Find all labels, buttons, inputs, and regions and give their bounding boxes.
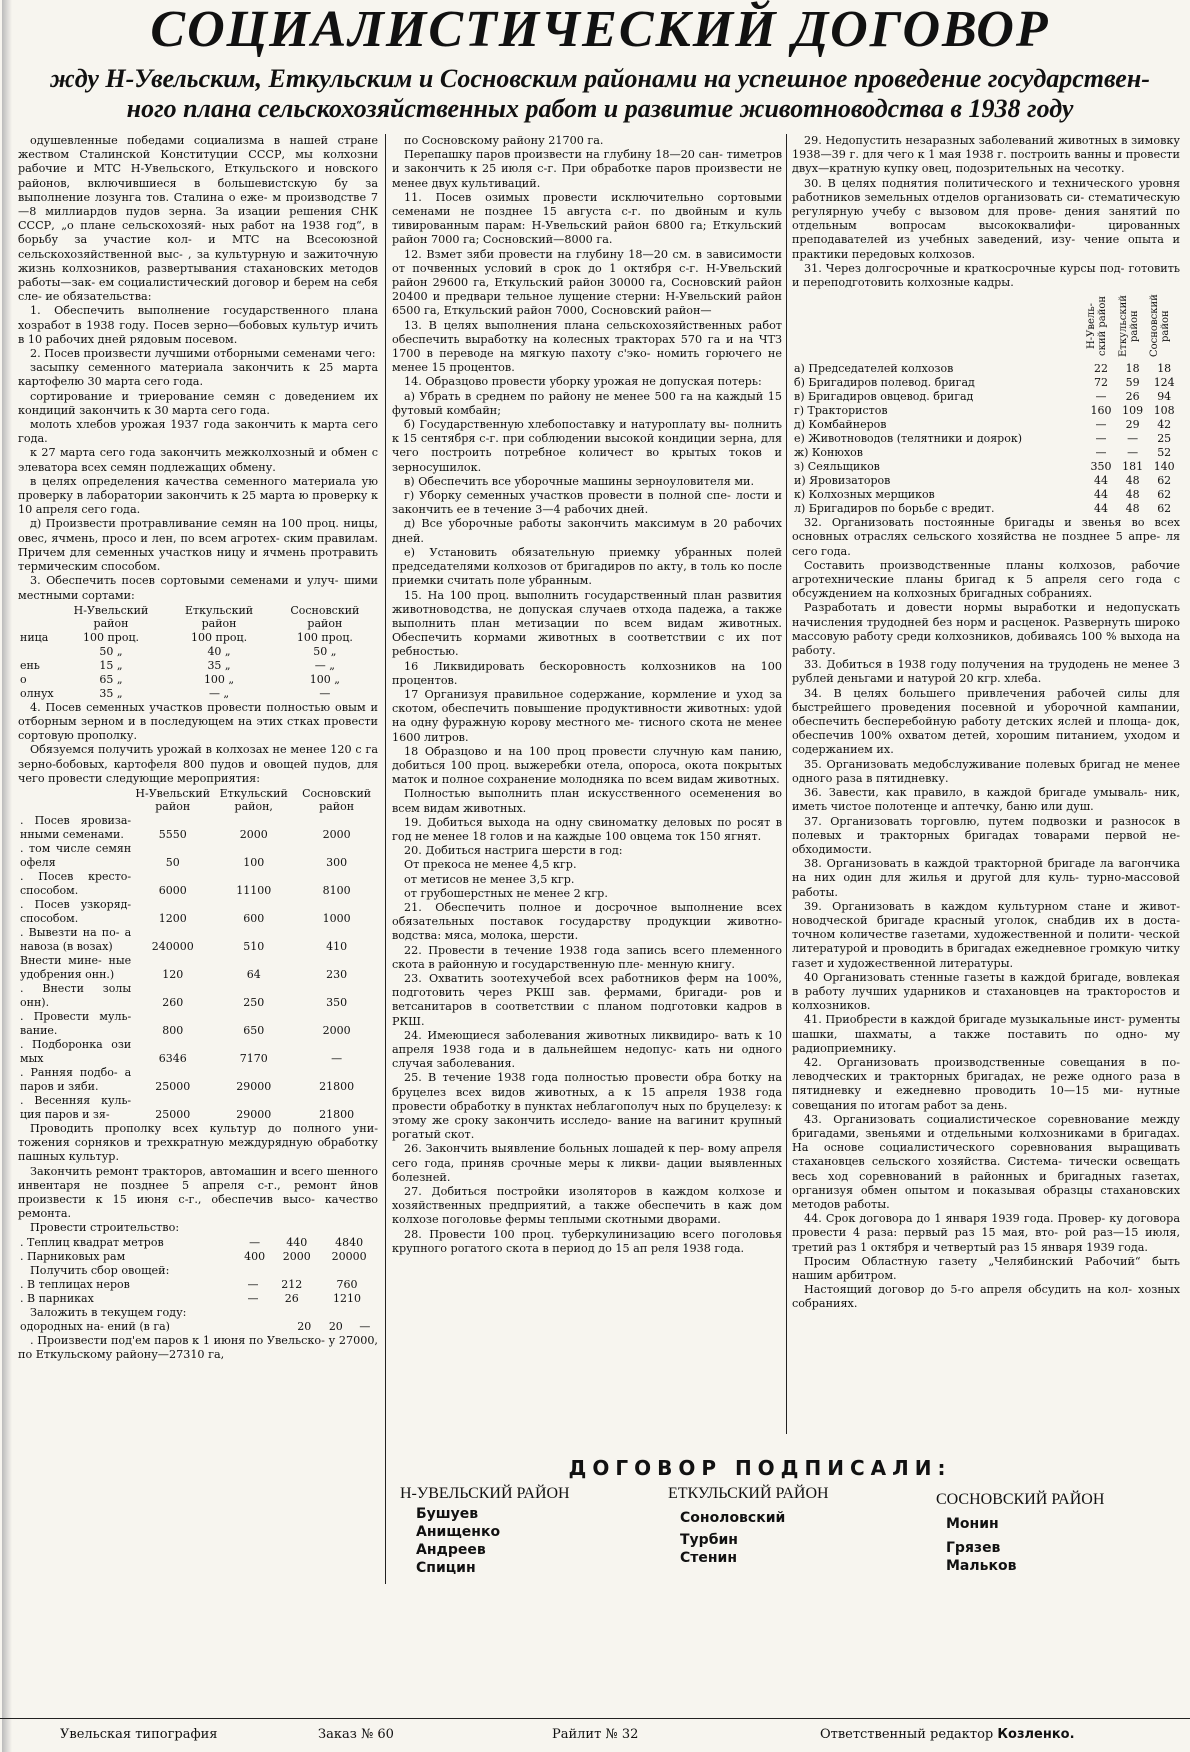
table-cell: 50 „ [99, 644, 123, 658]
table-row [18, 842, 378, 870]
table-cell: 42 [1157, 418, 1172, 432]
table-cell: 29000 [236, 1079, 272, 1093]
table-cell: и) Яровизаторов [794, 474, 891, 488]
table-cell: 6000 [158, 883, 187, 897]
table-cell: 124 [1153, 376, 1175, 390]
table-cell: 26 [1125, 390, 1140, 404]
table-cell: е) Животноводов (телятники и доярок) [794, 432, 1023, 446]
table-cell: 510 [243, 939, 265, 953]
table-cell: 21800 [319, 1079, 355, 1093]
table-cell: . Ранняя подбо- а паров и зяби. [20, 1065, 132, 1093]
table-cell: 600 [243, 911, 265, 925]
paragraph: Проводить прополку всех культур до полного уни- тожения сорняков и трехкратную междурядную обработку пашных культур. [18, 1121, 378, 1164]
table-row [792, 460, 1180, 474]
paragraph: 41. Приобрести в каждой бригаде музыкальные инст- рументы шашки, шахматы, а также поставить по одно- му радиоприемнику. [792, 1013, 1180, 1055]
table-cell: 181 [1122, 460, 1144, 474]
table-cell: 100 „ [203, 672, 235, 686]
paragraph: 15. На 100 проц. выполнить государственный план развития животноводства, не допуская случаев отхода падежа, а также выполнить план метизации по всем видам животных. Обеспечить кормами животных в соответствии с их пот ребностью. [392, 588, 782, 659]
table-row [18, 1250, 378, 1264]
paragraph: 33. Добиться в 1938 году получения на трудодень не менее 3 рублей деньгами и натурой 20 кгр. хлеба. [792, 658, 1180, 686]
table-cell: 100 проц. [82, 630, 140, 644]
table-row [18, 659, 378, 673]
table-row [792, 376, 1180, 390]
column-divider [385, 134, 386, 1584]
paragraph: 18 Образцово и на 100 проц провести случную кам панию, добиться 100 проц. выжеребки отела, опороса, окота покрытых маток и полное сохранение молодняка по всем видам животных. [392, 744, 782, 787]
table-cell: . Теплиц квадрат метров [20, 1235, 164, 1249]
cadre-training-table [792, 290, 1180, 516]
table-cell: 18 [1125, 362, 1140, 376]
table-cell: 800 [162, 1023, 184, 1037]
table-cell: . Весенняя куль- ция паров и зя- [20, 1093, 132, 1121]
paragraph: Составить производственные планы колхозов, рабочие агротехнические планы бригад к 5 апреля сего года с обсуждением на колхозных бригадных собраниях. [792, 558, 1180, 601]
paragraph: Настоящий договор до 5-го апреля обсудить на кол- хозных собраниях. [792, 1283, 1180, 1311]
table-header [18, 603, 56, 631]
paragraph: 34. В целях большего привлечения рабочей силы для быстрейшего проведения посевной и уборочной кампании, обеспечить бесперебойную работу детских яслей и площа- док, обеспечив 100% охватом детей, хорошим питанием, уходом и содержанием их. [792, 686, 1180, 757]
table-cell: одородных на- ений (в га) [20, 1319, 170, 1333]
paragraph: 3. Обеспечить посев сортовыми семенами и улуч- шими местными сортами: [18, 574, 378, 602]
table-cell: 50 „ [313, 644, 337, 658]
table-cell: . Внести золы онн). [20, 981, 132, 1009]
table-cell: л) Бригадиров по борьбе с вредит. [794, 502, 995, 516]
table-row [18, 1094, 378, 1122]
imprint-footer [0, 1718, 1190, 1745]
table-cell: олнух [20, 686, 54, 700]
table-row [792, 390, 1180, 404]
censor-number: Райлит № 32 [552, 1727, 639, 1742]
column-1 [18, 134, 378, 1686]
construction-table [18, 1236, 378, 1264]
table-cell: — „ [314, 658, 335, 672]
table-cell: 48 [1125, 474, 1140, 488]
table-cell: 230 [326, 967, 348, 981]
paragraph: 42. Организовать производственные совещания в по- леводческих и тракторных бригадах, не реже одного раза в пятидневку и ежедневно проводить 10—15 ми- нутные совещания по итогам работ за день. [792, 1055, 1180, 1112]
signatory-name: Монин [946, 1516, 999, 1532]
table-cell: 350 [326, 995, 348, 1009]
paragraph: 21. Обеспечить полное и досрочное выполнение всех обязательных поставок государству продукции животно- водства: мяса, молока, шерсти. [392, 900, 782, 943]
table-cell: 1000 [322, 911, 351, 925]
table-cell: 108 [1153, 404, 1175, 418]
table-cell: . В теплицах неров [20, 1277, 130, 1291]
paragraph: Перепашку паров произвести на глубину 18—20 сан- тиметров и закончить к 25 июля с-г. При обработке паров произвести не менее двух культиваций. [392, 148, 782, 190]
paragraph: . Произвести под'ем паров к 1 июня по Увельско- у 27000, по Еткульскому району—27310 га, [18, 1333, 378, 1362]
table-header: Еткульский район [184, 603, 254, 630]
signatory-name: Грязев [946, 1540, 1001, 1556]
table-cell: . В парниках [20, 1291, 94, 1305]
paragraph: 24. Имеющиеся заболевания животных ликвидиро- вать к 10 апреля 1938 года и в дальнейшем недопус- кать ни одного случая заболевания. [392, 1028, 782, 1071]
table-cell: . Посев яровиза- нными семенами. [20, 813, 132, 841]
table-cell: — [331, 1051, 343, 1065]
table-cell: 100 проц. [191, 630, 248, 644]
page-title: СОЦИАЛИСТИЧЕСКИЙ ДОГОВОР [150, 1, 1050, 58]
paragraph: а) Убрать в среднем по району не менее 500 га на каждый 15 футовый комбайн; [392, 389, 782, 417]
table-cell: — [1095, 446, 1107, 460]
table-cell: в) Бригадиров овцевод. бригад [794, 390, 974, 404]
table-cell: . том числе семян офеля [20, 841, 132, 869]
table-cell: — [1127, 432, 1139, 446]
paragraph: молоть хлебов урожая 1937 года закончить к марта сего года. [18, 418, 378, 446]
paragraph: Закончить ремонт тракторов, автомашин и всего шенного инвентаря не позднее 5 апреля с-г., ремонт йнов произвести к 15 июня с-г., обеспечив высо- качество ремонта. [18, 1164, 378, 1221]
table-cell: 212 [281, 1277, 303, 1291]
signatory-name: Турбин [680, 1532, 738, 1548]
table-cell: 5550 [158, 827, 187, 841]
table-row [792, 488, 1180, 502]
table-cell: з) Сеяльщиков [794, 460, 880, 474]
signatory-name: Анищенко [416, 1524, 501, 1540]
signatories-district [936, 1490, 1104, 1575]
table-header: Сосновский район [302, 786, 372, 813]
table-cell: 20000 [331, 1249, 367, 1263]
table-cell: 22 [1094, 362, 1108, 376]
table-cell: 100 [243, 855, 265, 869]
table-cell: 300 [326, 855, 348, 869]
column-2 [392, 134, 782, 1586]
paragraph: 16 Ликвидировать бескоровность колхозников на 100 процентов. [392, 659, 782, 687]
paragraph: Просим Областную газету „Челябинский Рабочий“ быть нашим арбитром. [792, 1254, 1180, 1282]
table-cell: ень [20, 658, 40, 672]
table-row [18, 1320, 378, 1334]
table-cell: 35 „ [99, 686, 123, 700]
table-cell: . Посев кресто- способом. [20, 869, 132, 897]
table-row [792, 502, 1180, 516]
table-row [792, 404, 1180, 418]
table-header: Еткульский район [1117, 295, 1140, 358]
order-number: Заказ № 60 [318, 1727, 394, 1742]
table-cell: 59 [1125, 376, 1140, 390]
table-cell: — [1127, 446, 1139, 460]
signatories-heading: ДОГОВОР ПОДПИСАЛИ: [568, 1456, 952, 1480]
table-row [18, 631, 378, 645]
district-name: СОСНОВСКИЙ РАЙОН [936, 1491, 1105, 1508]
page-subtitle [20, 64, 1180, 124]
table-cell: 62 [1157, 474, 1172, 488]
signatories-district [400, 1484, 570, 1577]
column-divider [786, 134, 787, 1434]
table-cell: 650 [243, 1023, 265, 1037]
table-row [18, 1038, 378, 1066]
paragraph: 2. Посев произвести лучшими отборными семенами чего: [30, 347, 376, 361]
paragraph: Получить сбор овощей: [30, 1263, 170, 1277]
table-cell: 62 [1157, 488, 1172, 502]
paragraph: 28. Провести 100 проц. туберкулинизацию всего поголовья крупного рогатого скота в период до 15 ап реля 1938 года. [392, 1227, 782, 1255]
paragraph: г) Уборку семенных участков провести в полной спе- лости и закончить ее в течение 3—4 рабочих дней. [392, 489, 782, 517]
signatory-name: Стенин [680, 1550, 738, 1566]
table-cell: 2000 [282, 1249, 311, 1263]
table-cell: 1210 [333, 1291, 361, 1305]
table-row [18, 898, 378, 926]
signatory-name: Соноловский [680, 1510, 786, 1526]
paragraph: д) Все уборочные работы закончить максимум в 20 рабочих дней. [392, 517, 782, 545]
table-cell: 20 [328, 1319, 343, 1333]
table-cell: 6346 [158, 1051, 187, 1065]
paragraph: в целях определения качества семенного материала ую проверку в лаборатории закончить к 25 марта ю проверку к 10 апреля сего года. [18, 474, 378, 517]
paragraph: Разработать и довести нормы выработки и недопускать начисления трудодней без норм и расценок. Развернуть широко массовую работу среди колхозников, добиваясь 100 % выхода на работу. [792, 601, 1180, 658]
table-row [792, 474, 1180, 488]
table-row [18, 1278, 378, 1292]
signatory-name: Спицин [416, 1560, 476, 1576]
table-header: Сосновский район [1149, 294, 1172, 358]
paragraph: в) Обеспечить все уборочные машины зерноуловителя ми. [404, 474, 755, 488]
table-row [792, 432, 1180, 446]
table-row [18, 1236, 378, 1250]
column-3 [792, 134, 1180, 1614]
table-cell: о [20, 672, 27, 686]
table-cell: 18 [1157, 362, 1172, 376]
table-cell: 400 [244, 1249, 266, 1263]
table-cell: 7170 [239, 1051, 268, 1065]
table-row [18, 687, 378, 701]
table-cell: — [247, 1291, 259, 1305]
table-cell: 760 [336, 1277, 358, 1291]
paragraph: от грубошерстных не менее 2 кгр. [404, 886, 608, 900]
table-cell: 2000 [322, 1023, 351, 1037]
table-cell: 250 [243, 995, 265, 1009]
table-cell: 72 [1094, 376, 1108, 390]
table-row [18, 645, 378, 659]
table-cell: 64 [246, 967, 261, 981]
table-cell: д) Комбайнеров [794, 418, 887, 432]
table-cell: г) Трактористов [794, 404, 888, 418]
table-cell: 25000 [155, 1107, 191, 1121]
table-cell: 20 [297, 1319, 312, 1333]
paragraph: 39. Организовать в каждом культурном стане и живот- новодческой бригаде красный уголок, снабдив их в доста- точном количестве газетами, художественной и полити- ческой литературой и проводить в бригадах ежедневное громкую читку газет и художественной литературы. [792, 899, 1180, 970]
table-header: Н-Увельский район [135, 786, 211, 813]
table-cell: 15 „ [99, 658, 123, 672]
table-cell: 50 [165, 855, 180, 869]
table-cell: 44 [1094, 488, 1108, 502]
table-cell: 240000 [151, 939, 194, 953]
table-cell: 35 „ [207, 658, 231, 672]
table-row [792, 418, 1180, 432]
table-row [18, 814, 378, 842]
paragraph: 23. Охватить зоотехучебой всех работников ферм на 100%, подготовить через РКШ зав. фермами, бригади- ров и ветсанитаров в соответствии с планом подготовки кадров в РКШ. [392, 971, 782, 1028]
table-cell: 1200 [158, 911, 187, 925]
table-cell: 25000 [155, 1079, 191, 1093]
table-cell: — „ [208, 686, 230, 700]
paragraph: 13. В целях выполнения плана сельскохозяйственных работ обеспечить выработку на колесных тракторах 570 га и на ЧТЗ 1700 в переводе на мягкую пахоту с'эко- номить горючего не менее 15 процентов. [392, 318, 782, 375]
table-cell: 52 [1157, 446, 1172, 460]
table-cell: 65 „ [99, 672, 123, 686]
paragraph: 37. Организовать торговлю, путем подвозки и разносок в полевых и тракторных бригадах товарами первой не- обходимости. [792, 814, 1180, 856]
table-cell: а) Председателей колхозов [794, 362, 954, 376]
table-cell: — [359, 1319, 371, 1333]
paragraph: д) Произвести протравливание семян на 100 проц. ницы, овес, ячмень, просо и лен, по всем агротех- ским правилам. Причем для семенных участков ницу и ячмень протравить термическим способом. [18, 517, 378, 574]
paragraph: 19. Добиться выхода на одну свиноматку деловых по росят в год не менее 18 голов и на каждые 100 овцема ток 150 ягнят. [392, 815, 782, 843]
paragraph: 35. Организовать медобслуживание полевых бригад не менее одного раза в пятидневку. [792, 757, 1180, 785]
paragraph: одушевленные победами социализма в нашей стране жеством Сталинской Конституции СССР, мы колхозни рабочие и МТС Н-Увельского, Еткульского и новского районов, включившиеся в большевистскую бу за выполнение лозунга тов. Сталина о еже- м производстве 7—8 миллиардов пудов зерна. За изации решения СНК СССР, „о плане сельскохозяй- ных работ на 1938 год“, в борьбу за участие кол- и МТС на Всесоюзной сельскохозяйственной выс- , за культурную и зажиточную жизнь колхозников, развертывания стахановских методов работы—зак- ем социалистический договор и берем на себя сле- ие обязательства: [18, 134, 378, 304]
table-cell: 100 „ [309, 672, 340, 686]
table-cell: 29 [1125, 418, 1140, 432]
paragraph: 22. Провести в течение 1938 года запись всего племенного скота в районную и государственную пле- менную книгу. [392, 943, 782, 971]
paragraph: 29. Недопустить незаразных заболеваний животных в зимовку 1938—39 г. для чего к 1 мая 1938 г. построить ванны и провести двух—кратную купку овец, подозрительных на чесотку. [792, 134, 1180, 176]
paragraph: 4. Посев семенных участков провести полностью овым и отборным зерном и в последующем на этих стках провести сортовую прополку. [18, 700, 378, 743]
table-cell: 29000 [236, 1107, 272, 1121]
table-cell: — [1095, 418, 1107, 432]
paragraph: е) Установить обязательную приемку убранных полей председателями колхозов от бригадиров по акту, в толь ко после приемки считать поле убранным. [392, 545, 782, 588]
table-cell: — [1095, 432, 1107, 446]
table-cell: 109 [1122, 404, 1144, 418]
table-header [18, 786, 133, 814]
table-cell: 21800 [319, 1107, 355, 1121]
table-row [18, 673, 378, 687]
table-cell [18, 645, 56, 659]
paragraph: 1. Обеспечить выполнение государственного плана хозработ в 1938 году. Посев зерно—бобовых культур ичить в 10 рабочих дней рядовым посевом. [18, 304, 378, 346]
paragraph: Провести строительство: [30, 1221, 180, 1235]
table-cell: 44 [1094, 474, 1108, 488]
table-cell: — [1095, 390, 1107, 404]
table-cell: ж) Конюхов [794, 446, 863, 460]
signatory-name: Андреев [416, 1542, 486, 1558]
paragraph: 12. Взмет зяби провести на глубину 18—20 см. в зависимости от почвенных условий в срок до 1 октября с-г. Н-Увельский район 29600 га, Еткульский район 30000 га, Сосновский район 20400 и предвари тельное лущение стерни: Н-Увельский район 6500 га, Еткульский район 7000, Сосновский район— [392, 247, 782, 318]
table-cell: 160 [1090, 404, 1112, 418]
paragraph: 26. Закончить выявление больных лошадей к пер- вому апреля сего года, приняв срочные меры к ликви- дации выявленных болезней. [392, 1142, 782, 1184]
table-cell: 260 [162, 995, 184, 1009]
editor-label: Ответственный редактор [820, 1727, 994, 1742]
paragraph: Заложить в текущем году: [30, 1305, 187, 1319]
table-cell: 94 [1157, 390, 1172, 404]
paragraph: 17 Организуя правильное содержание, кормление и уход за скотом, обеспечить повышение продуктивности животных: удой на одну фуражную корову местного ме- тисного скота не менее 1600 литров. [392, 687, 782, 744]
table-cell: 40 „ [207, 644, 231, 658]
paragraph: 36. Завести, как правило, в каждой бригаде умываль- ник, иметь чистое полотенце и аптечку, баню или душ. [792, 786, 1180, 814]
table-cell: 11100 [236, 883, 272, 897]
table-cell: . Посев узкоряд- способом. [20, 897, 132, 925]
paragraph: 30. В целях поднятия политического и технического уровня работников земельных отделов организовать си- стематическую регулярную учебу с вызовом для прове- дения занятий по отдельным вопросам высококвалифи- цированных преподавателей из учебных заведений, изу- чение опыта и практики передовых колхозов. [792, 176, 1180, 261]
paragraph: 11. Посев озимых провести исключительно сортовыми семенами не позднее 15 августа с-г. по двойным и куль тивированным парам: Н-Увельский район 6800 га; Еткульский район 7000 га; Сосновский—8000 га. [392, 190, 782, 247]
paragraph: 25. В течение 1938 года полностью провести обра ботку на бруцелез всех видов животных, а к 15 апреля 1938 года провести обработку в пунктах неблагополуч ных по бруцелезу: к этому же сроку закончить исследо- вание на вагинит крупный рогатый скот. [392, 1071, 782, 1142]
table-cell: ница [20, 630, 49, 644]
editor-credit [820, 1725, 1075, 1745]
table-cell: 62 [1157, 502, 1172, 516]
table-header: Сосновский район [290, 603, 360, 630]
table-cell: . Вывезти на по- а навоза (в возах) [20, 925, 132, 953]
editor-name: Козленко. [997, 1727, 1075, 1742]
table-cell: 140 [1153, 460, 1175, 474]
table-header: Н-Увельский район [73, 603, 149, 630]
table-cell: — [247, 1277, 259, 1291]
table-row [18, 926, 378, 954]
table-row [18, 982, 378, 1010]
paragraph: 44. Срок договора до 1 января 1939 года. Провер- ку договора провести 4 раза: первый раз 15 мая, вто- рой раз—15 июля, третий раз 1 октября и четвертый раз 15 января 1939 года. [792, 1212, 1180, 1254]
table-cell: . Провести муль- вание. [20, 1009, 132, 1037]
vegetable-table [18, 1278, 378, 1306]
table-cell: б) Бригадиров полевод. бригад [794, 376, 975, 390]
paragraph: 32. Организовать постоянные бригады и звенья во всех основных отраслях сельского хозяйства не позднее 5 апре- ля сего года. [792, 516, 1180, 558]
district-name: ЕТКУЛЬСКИЙ РАЙОН [668, 1485, 829, 1502]
table-cell: 100 проц. [296, 630, 353, 644]
paragraph: к 27 марта сего года закончить межколхозный и обмен с элеватора всех семян подлежащих обмену. [18, 446, 378, 474]
paragraph: засыпку семенного материала закончить к 25 марта картофелю 30 марта сего года. [18, 361, 378, 389]
scan-edge-shadow [2, 0, 12, 1752]
table-cell: 410 [326, 939, 348, 953]
paragraph: От прекоса не менее 4,5 кгр. [404, 858, 577, 872]
table-cell: 350 [1090, 460, 1112, 474]
table-row [18, 1010, 378, 1038]
table-cell: 120 [162, 967, 184, 981]
paragraph: 14. Образцово провести уборку урожая не допуская потерь: [404, 375, 762, 389]
table-cell: — [319, 686, 331, 700]
subtitle-line: жду Н-Увельским, Еткульским и Сосновским районами на успешное проведение государствен- [50, 64, 1150, 93]
paragraph: 31. Через долгосрочные и краткосрочные курсы под- готовить и переподготовить колхозные кадры. [792, 261, 1180, 290]
signatory-name: Мальков [946, 1558, 1017, 1574]
paragraph: 20. Добиться настрига шерсти в год: [404, 844, 623, 858]
table-cell: 4840 [335, 1235, 364, 1249]
paragraph: от метисов не менее 3,5 кгр. [404, 872, 575, 886]
table-header: Н-Увель- ский район [1086, 296, 1109, 357]
table-cell: Внести мине- ные удобрения онн.) [20, 953, 132, 981]
table-cell: 2000 [239, 827, 268, 841]
signatories-district [668, 1484, 829, 1567]
subtitle-line: ного плана сельскохозяйственных работ и развитие животноводства в 1938 году [126, 94, 1074, 123]
measures-table [18, 786, 378, 1122]
table-cell: 48 [1125, 488, 1140, 502]
table-cell: 26 [284, 1291, 299, 1305]
paragraph: сортирование и триерование семян с доведением их кондиций закончить к 30 марта сего года. [18, 389, 378, 417]
table-row [792, 446, 1180, 460]
table-cell: 44 [1094, 502, 1108, 516]
district-name: Н-УВЕЛЬСКИЙ РАЙОН [400, 1485, 570, 1502]
paragraph: Полностью выполнить план искусственного осеменения во всем видам животных. [392, 787, 782, 815]
table-cell: 2000 [322, 827, 351, 841]
table-cell: . Подборонка ози мых [20, 1037, 132, 1065]
table-cell: — [249, 1235, 261, 1249]
paragraph: б) Государственную хлебопоставку и натуроплату вы- полнить к 15 сентября с-г. при соблюдении высокой кондиции зерна, для чего построить потребное количест во крытых токов и зерносушилок. [392, 418, 782, 474]
table-header: Еткульский район, [219, 786, 288, 813]
paragraph: 27. Добиться постройки изоляторов в каждом колхозе и хозяйственных предприятий, а также обеспечить в каж дом колхозе поголовье фермы теплыми скотными дворами. [392, 1185, 782, 1227]
table-cell: 48 [1125, 502, 1140, 516]
table-cell: к) Колхозных мерщиков [794, 488, 935, 502]
table-cell: 8100 [322, 883, 351, 897]
table-row [18, 870, 378, 898]
table-row [18, 954, 378, 982]
table-cell: 440 [286, 1235, 308, 1249]
paragraph: 43. Организовать социалистическое соревнование между бригадами, звеньями и отдельными колхозниками в бригадах. На основе социалистического соревнования выращивать стахановцев сельского хозяйства. Система- тически освещать весь ход соревнований в районных и бригадных газетах, организуя обмен опытом и показывая образцы стахановских методов работы. [792, 1112, 1180, 1211]
table-cell: . Парниковых рам [20, 1249, 126, 1263]
seed-variety-table [18, 603, 378, 701]
paragraph: 40 Организовать стенные газеты в каждой бригаде, вовлекая в работу лучших ударников и стахановцев на тракторостов и колхозников. [792, 970, 1180, 1013]
paragraph: 38. Организовать в каждой тракторной бригаде ла вагончика на них один для жилья и другой для куль- турно-массовой работы. [792, 857, 1180, 899]
signatory-name: Бушуев [416, 1506, 479, 1522]
table-row [792, 362, 1180, 376]
table-row [18, 1066, 378, 1094]
printer-name: Увельская типография [60, 1727, 218, 1742]
paragraph: Обязуемся получить урожай в колхозах не менее 120 с га зерно-бобовых, картофеля 800 пудов и овощей пудов, для чего провести следующие мероприятия: [18, 743, 378, 785]
planting-table [18, 1320, 378, 1334]
table-row [18, 1292, 378, 1306]
paragraph: по Сосновскому району 21700 га. [404, 134, 604, 147]
table-cell: 25 [1157, 432, 1172, 446]
